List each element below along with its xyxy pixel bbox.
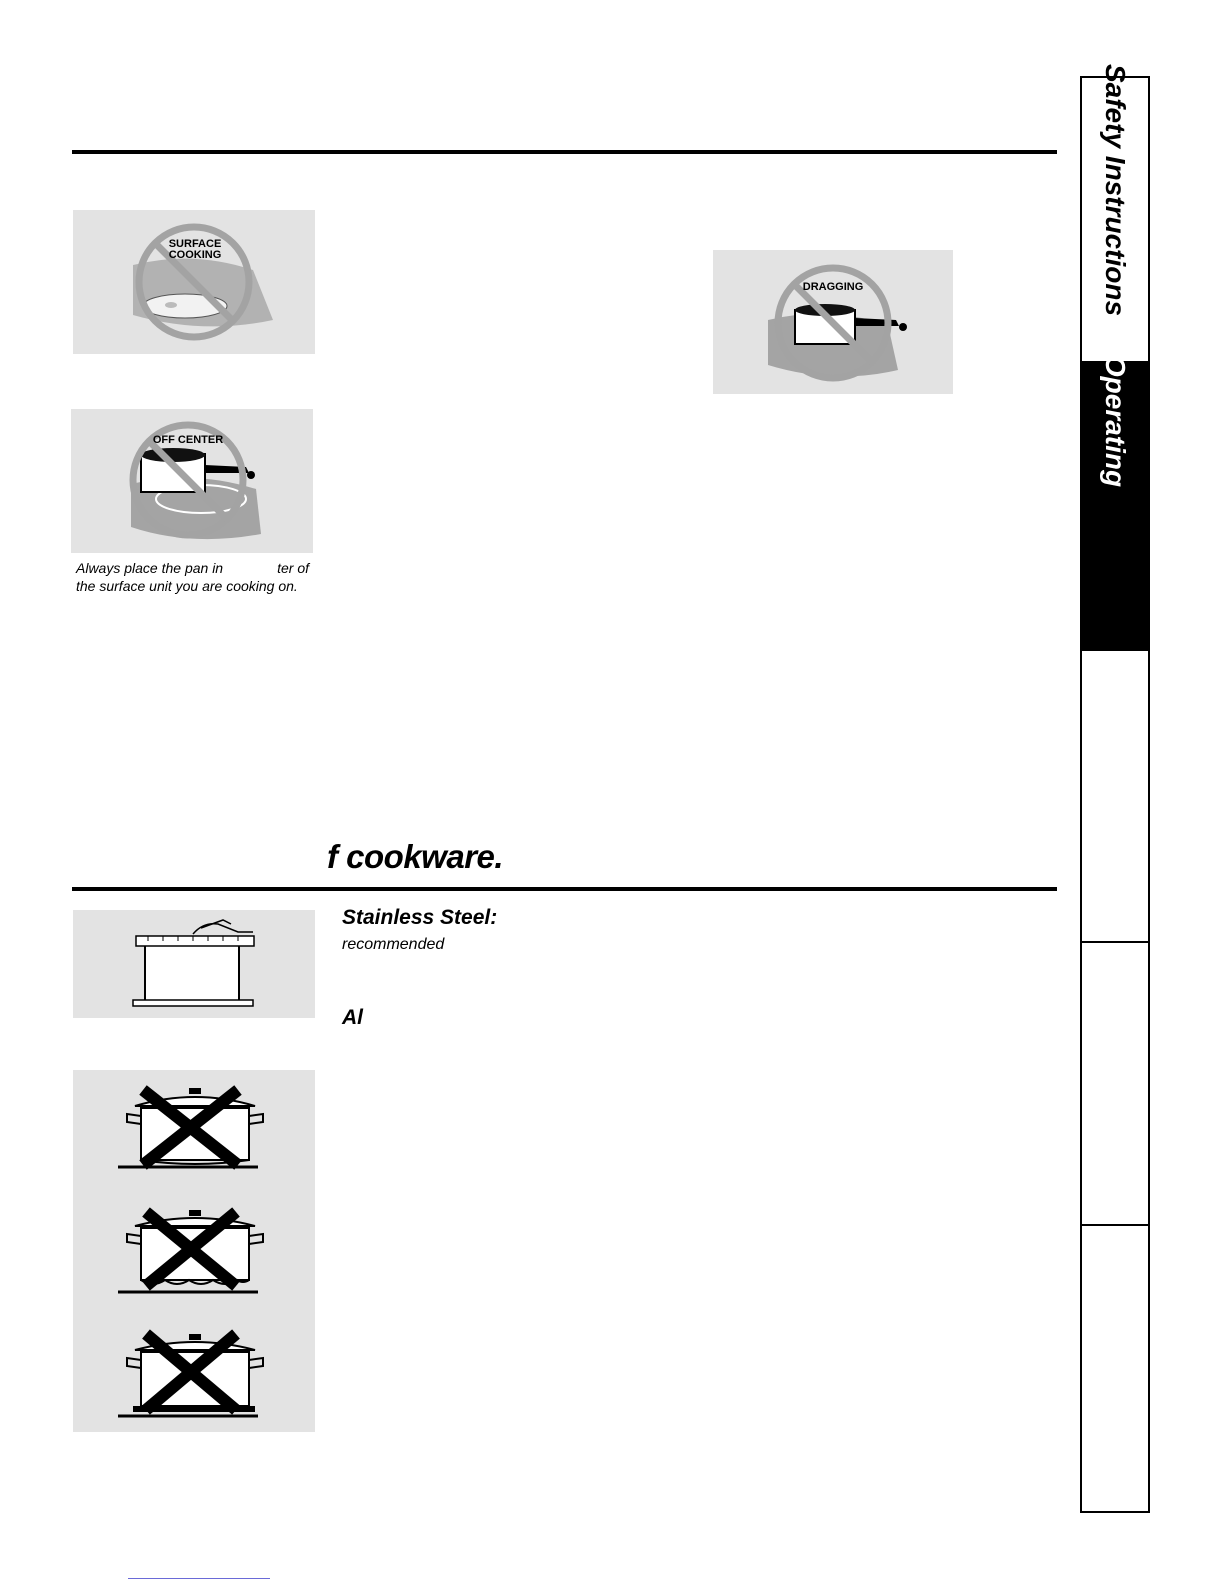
tab-safety-label: Safety Instructions [1100,63,1131,317]
tab-operating[interactable] [1082,354,1148,651]
section-heading: f cookware. [327,838,504,875]
section-divider [72,887,1057,891]
bad-pan-bottoms-illustration [73,1070,315,1432]
warped-bottom-pan-icon [118,1210,263,1292]
caption-part-2: ter of [277,560,309,576]
curved-bottom-pan-icon [118,1088,263,1167]
flat-bottom-check-illustration [73,910,315,1018]
tab-operating-label: Operating [1100,354,1131,488]
surface-cooking-label-1: SURFACE [168,238,222,250]
aluminum-label: Al [342,1006,363,1029]
tab-section-5[interactable] [1082,1226,1148,1513]
caption-line-2: the surface unit you are cooking on. [76,578,298,594]
surface-cooking-label-2: COOKING [168,249,222,261]
dragging-label: DRAGGING [802,281,864,293]
stainless-steel-note: recommended [342,936,445,953]
off-center-illustration [71,409,313,553]
dragging-illustration [713,250,953,394]
tab-section-4[interactable] [1082,943,1148,1226]
footer-link-underline[interactable] [128,1578,270,1579]
oversized-pan-icon [118,1334,263,1416]
stainless-steel-label: Stainless Steel: [342,906,498,929]
caption-part-1: Always place the pan in [76,560,224,576]
tab-section-3[interactable] [1082,651,1148,943]
side-tabs [1080,63,1150,1513]
off-center-label: OFF CENTER [152,434,224,446]
top-divider [72,150,1057,154]
off-center-caption [76,559,316,595]
tab-safety-instructions[interactable] [1082,63,1148,363]
surface-cooking-illustration [73,210,315,354]
